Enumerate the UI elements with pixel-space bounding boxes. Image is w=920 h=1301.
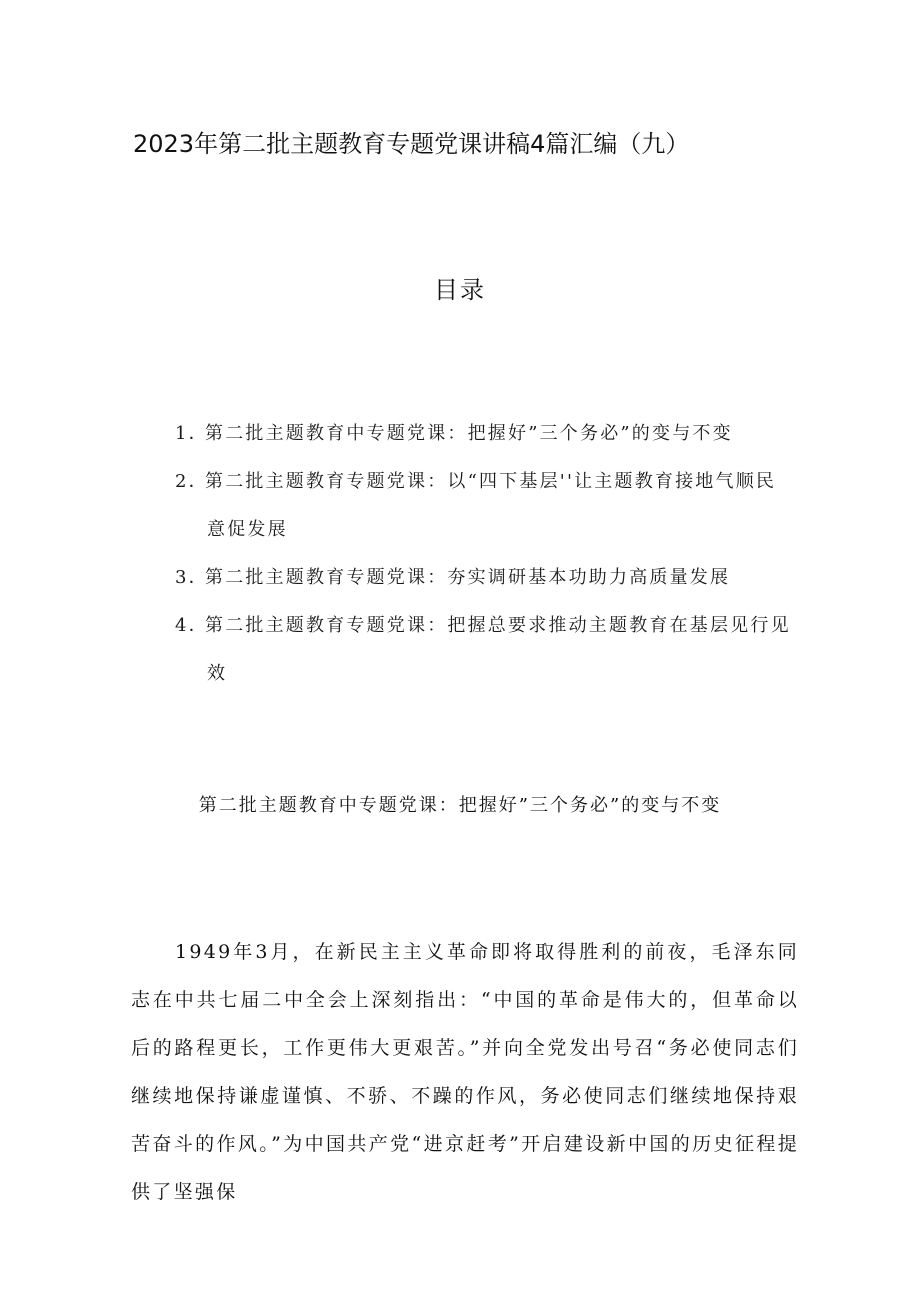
- toc-item-text: 第二批主题教育专题党课：以“四下基层''让主题教育接地气顺民: [205, 471, 777, 492]
- toc-item-number: 4．: [175, 615, 209, 636]
- body-paragraph: 1949年3月，在新民主主义革命即将取得胜利的前夜，毛泽东同志在中共七届二中全会上深刻指出：“中国的革命是伟大的，但革命以后的路程更长，工作更伟大更艰苦。”并向全党发出号召“务必使同志们继续地保持谦虚谨慎、不骄、不躁的作风，务必使同志们继续地保持艰苦奋斗的作风。”为中国共产党“进京赶考”开启建设新中国的历史征程提供了坚强保: [131, 941, 799, 1203]
- toc-item-continuation: 效: [207, 663, 228, 684]
- toc-item: [175, 602, 795, 698]
- toc-item-number: 1．: [175, 423, 209, 444]
- toc-item-continuation: 意促发展: [207, 519, 288, 540]
- toc-item-number: 2．: [175, 471, 209, 492]
- toc-item-text: 第二批主题教育中专题党课：把握好”三个务必”的变与不变: [205, 423, 733, 444]
- toc-item: [175, 410, 795, 458]
- toc-heading: 目录: [434, 276, 486, 304]
- toc-item-text: 第二批主题教育专题党课：夯实调研基本功助力高质量发展: [205, 567, 731, 588]
- toc-item: [175, 458, 795, 554]
- document-title: 2023年第二批主题教育专题党课讲稿4篇汇编（九）: [133, 130, 690, 158]
- toc-item-text: 第二批主题教育专题党课：把握总要求推动主题教育在基层见行见: [205, 615, 791, 636]
- section-title: 第二批主题教育中专题党课：把握好”三个务必”的变与不变: [198, 795, 722, 816]
- table-of-contents: [175, 410, 795, 698]
- toc-item: [175, 554, 795, 602]
- toc-item-number: 3．: [175, 567, 209, 588]
